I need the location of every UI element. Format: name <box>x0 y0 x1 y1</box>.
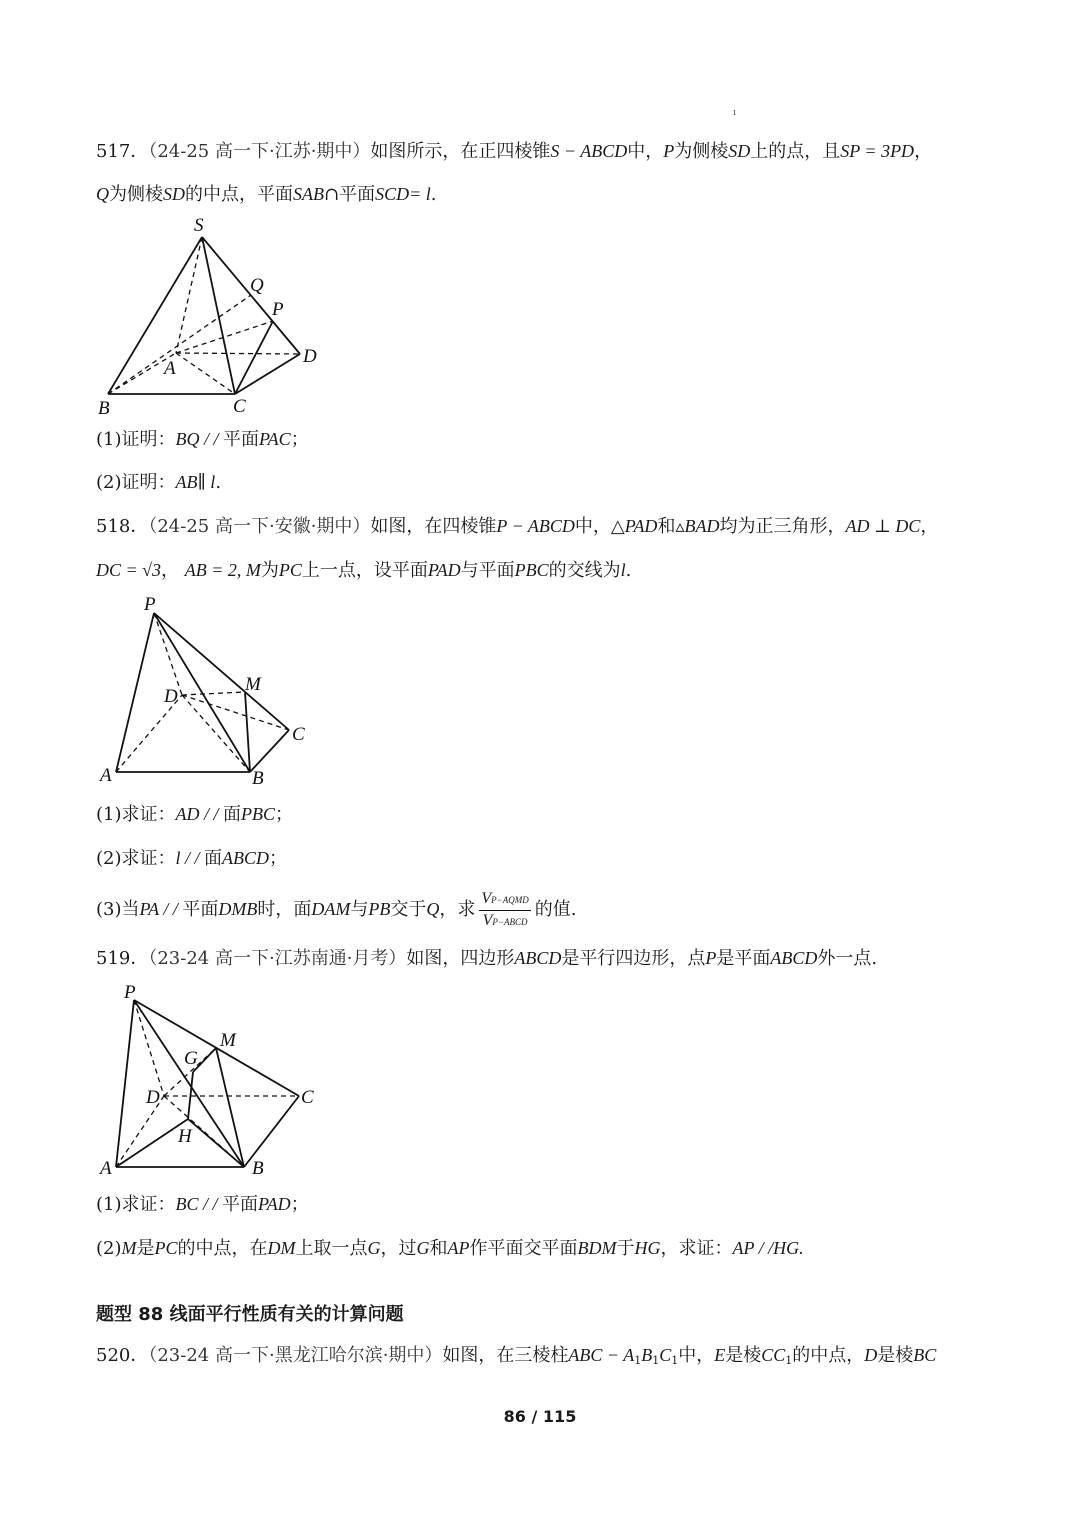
label-B: B <box>252 1158 264 1179</box>
label-C: C <box>301 1087 314 1108</box>
label-A: A <box>164 358 176 379</box>
label-M: M <box>220 1030 236 1051</box>
label-P: P <box>124 982 136 1003</box>
label-C: C <box>233 396 246 417</box>
label-B: B <box>98 398 110 419</box>
label-M: M <box>245 674 261 695</box>
problem-518-q2: (2)求证：l / / 面ABCD； <box>96 848 288 869</box>
problem-517-q1: (1)证明：BQ / / 平面PAC； <box>96 429 309 450</box>
label-D: D <box>146 1087 160 1108</box>
header-mark: ı <box>733 108 736 118</box>
volume-ratio-fraction: $\frac{\text{VP−AQMD}}{\text{VP−ABCD}}$ <box>481 889 529 929</box>
label-S: S <box>194 215 204 236</box>
section-heading: 题型 88 线面平行性质有关的计算问题 <box>96 1304 404 1325</box>
problem-519-q2: (2)M是PC的中点，在DM上取一点G，过G和AP作平面交平面BDM于HG，求证：AP / /HG. <box>96 1238 804 1259</box>
problem-518-q1: (1)求证：AD / / 面PBC； <box>96 804 293 825</box>
label-G: G <box>184 1048 198 1069</box>
problem-520-line-1: 520．（23-24 高一下·黑龙江哈尔滨·期中）如图，在三棱柱ABC − $A_1B_1C_1$中，E是棱$CC_1$的中点，D是棱BC <box>96 1345 937 1367</box>
label-Q: Q <box>250 275 264 296</box>
figure-519-pyramid <box>90 978 330 1183</box>
problem-517-line-1: 517．（24-25 高一下·江苏·期中）如图所示，在正四棱锥S − ABCD中，P为侧棱SD上的点，且SP = 3PD， <box>96 141 933 162</box>
figure-517-pyramid <box>90 208 330 418</box>
problem-519-q1: (1)求证：BC / / 平面PAD； <box>96 1194 309 1215</box>
problem-518-q3: (3)当PA / / 平面DMB时，面DAM与PB交于Q，求 $\frac{\text{VP−AQMD}}{\text{VP−ABCD}}$ 的值. <box>96 886 576 933</box>
label-A: A <box>100 1158 112 1179</box>
figure-518-pyramid <box>90 590 330 790</box>
problem-517-q2: (2)证明：AB∥ l. <box>96 472 222 493</box>
problem-518-line-1: 518．（24-25 高一下·安徽·期中）如图，在四棱锥P − ABCD中，△PAD和▵BAD均为正三角形，AD ⊥ DC， <box>96 516 939 537</box>
problem-519-line-1: 519．（23-24 高一下·江苏南通·月考）如图，四边形ABCD是平行四边形，点P是平面ABCD外一点. <box>96 948 878 969</box>
problem-517-line-2: Q为侧棱SD的中点，平面SAB∩平面SCD= l. <box>96 184 437 205</box>
label-D: D <box>164 686 178 707</box>
label-P: P <box>144 594 156 615</box>
label-H: H <box>178 1126 192 1147</box>
page-number: 86 / 115 <box>503 1407 577 1426</box>
problem-518-line-2: DC = √3， AB = 2, M为PC上一点，设平面PAD与平面PBC的交线为l. <box>96 560 632 581</box>
label-A: A <box>100 765 112 786</box>
label-P: P <box>272 299 284 320</box>
label-D: D <box>303 346 317 367</box>
label-C: C <box>292 724 305 745</box>
label-B: B <box>252 768 264 789</box>
